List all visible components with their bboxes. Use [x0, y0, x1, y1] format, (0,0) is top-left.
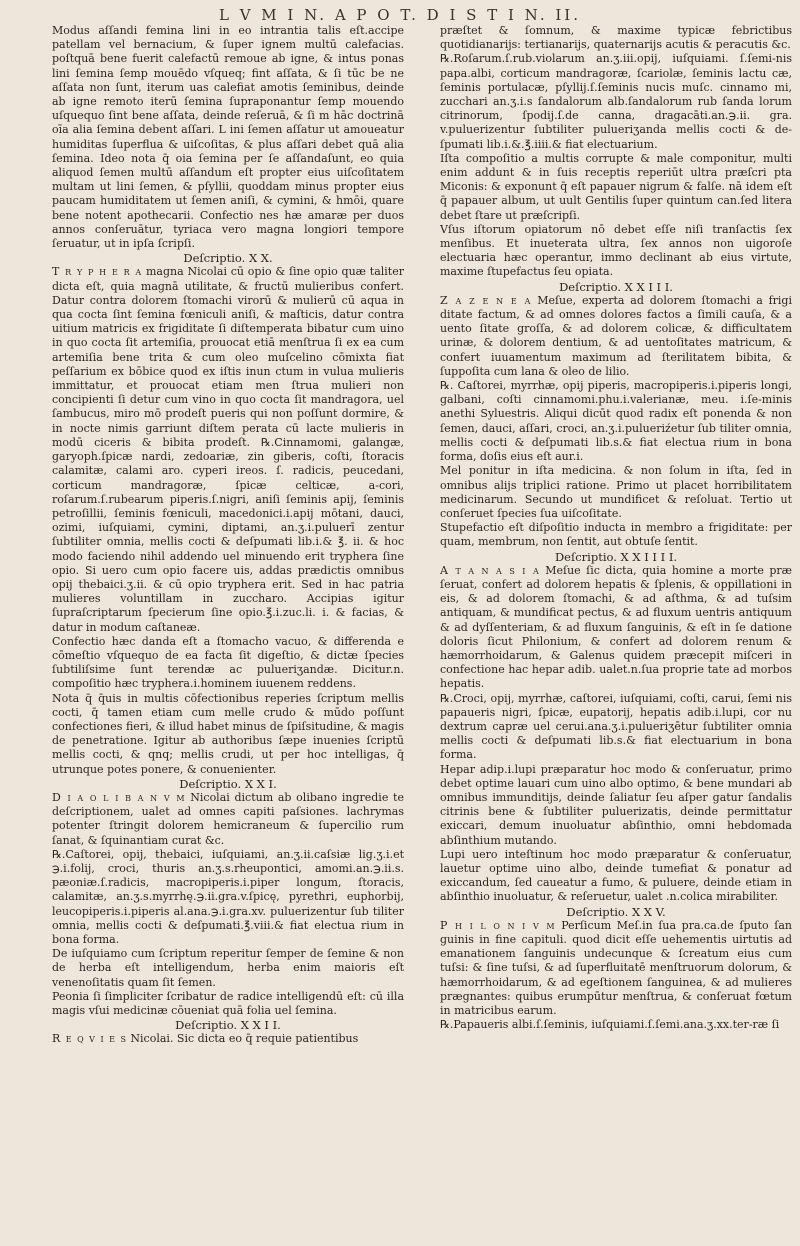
left-column — [52, 24, 404, 1239]
paragraph-text: Mel ponitur in iſta medicina. & non ſolum in iſta, ſed in omnibus alijs triplici ratione. Primo ut placet horribilitatem medicinarum. Secundo ut mundificet & reſoluat. Tertio ut conſeruet ſpecies ſua uiſcoſitate. — [440, 464, 792, 520]
paragraph — [52, 635, 404, 692]
right-column — [440, 24, 792, 1239]
paragraph-text: Meſue ſic dicta, quia homine a morte præ ſeruat, confert ad dolorem hepatis & ſplenis, & oppillationi in eis, & ad dolorem ſtomachi, & ad aſthma, & ad tuſsim antiquam, & mundificat pectus, & ad fluxum uentris antiquum & ad dyſſenteriam, & ad fluxum ſanguinis, & eſt in ſe datione doloris ſicut Philonium, & confert ad dolorem renum & hæmorrhoidarum, & Galenus quidem præcepit miſceri in confectione hac hepar adib. ualet.n.ſua proprie tate ad morbos hepatis. — [440, 563, 792, 691]
paragraph-text: ℞.Roſarum.ſ.rub.violarum an.ʒ.iii.opij, iuſquiami. ſ.ſemi-nis papa.albi, corticum mandragoræ, ſcariolæ, ſeminis lactu cæ, ſeminis portulacæ, pſyllij.ſ.ſeminis nucis muſc. cinnamo mi, zucchari an.ʒ.i.s ſandalorum alb.ſandalorum rub ſanda lorum citrinorum, ſpodij.ſ.de canna, dragacāti.an.℈.ii. gra. v.puluerizentur ſubtiliter pulueriʒanda mellis cocti & de-ſpumati lib.i.&.℥.iiii.& fiat electuarium. — [440, 52, 792, 151]
paragraph-lead-word: D i a o l i b a n v m — [52, 790, 186, 804]
paragraph-lead-word: P h i l o n i v m — [440, 918, 556, 932]
paragraph-text: Iſta compoſitio a multis corrupte & male componitur, multi enim addunt & in ſuis receptis reperiūt ultra præſcri pta Miconis: & exponunt q̄ eſt papauer nigrum & falſe. nā idem eſt q̄ papauer album, ut uult Gentilis ſuper quintum can.ſed litera debet ſtare ut præſcripſi. — [440, 151, 792, 222]
paragraph-text: Lupi uero inteſtinum hoc modo præparatur & conſeruatur, lauetur optime uino albo, deinde tumefiat & ponatur ad exiccandum, ſed caueatur a fumo, & puluere, deinde etiam in abſinthio inuoluatur, & reſeruetur, ualet .n.colica mirabiliter. — [440, 847, 792, 904]
paragraph — [440, 919, 792, 1018]
paragraph-text: ℞. Caſtorei, myrrhæ, opij piperis, macropiperis.i.piperis longi, galbani, coſti cinnamomi.phu.i.valerianæ, meu. i.ſe-minis anethi Syluestris. Aliqui dicūt quod radix eſt ponenda & non ſemen, dauci, aſſari, croci, an.ʒ.i.pulueriźetur ſub tiliter omnia, mellis cocti & deſpumati lib.s.& fiat electua rium in bona forma, doſis eius eſt aur.i. — [440, 379, 792, 464]
paragraph-lead-word: Z a z e n e a — [440, 293, 532, 307]
paragraph — [52, 265, 404, 634]
paragraph-text: Confectio hæc danda eſt a ſtomacho vacuo, & differenda e cōmeſtio vſquequo de ea facta ſit digeſtio, & dictæ ſpecies ſubtiliſsime ſunt terendæ ac pulueriʒandæ. Dicitur.n. compoſitio hæc tryphera.i.hominem iuuenem reddens. — [52, 634, 404, 691]
paragraph — [440, 564, 792, 692]
paragraph — [440, 1018, 792, 1032]
paragraph-text: Nota q̄ q̄uis in multis cōfectionibus reperies ſcriptum mellis cocti, q̄ tamen etiam cum melle crudo & mūdo poſſunt confectiones fieri, & illud habet minus de ſpiſsitudine, & magis de penetratione. Igitur ab authoribus ſæpe inuenies ſcriptū mellis cocti, & qnq; mellis crudi, ut per hoc intelligas, q̄ utrunque potes ponere, & conuenienter. — [52, 691, 404, 776]
paragraph-text: ℞.Papaueris albi.ſ.ſeminis, iuſquiami.ſ.ſemi.ana.ʒ.xx.ter-ræ ſi — [440, 1018, 780, 1032]
paragraph — [440, 763, 792, 848]
text-columns — [52, 24, 792, 1239]
paragraph-text: Nicolai dictum ab olibano ingredie te deſcriptionem, ualet ad omnes capiti paſsiones. lachrymas potenter ſtringit dolorem hemicraneum & ſupercilio rum ſanat, & ſquinantiam curat &c. — [52, 790, 404, 847]
paragraph-text: Peonia ſi ſimpliciter ſcribatur de radice intelligendū eſt: cū illa magis vſui medicinæ cōueniat quā folia uel ſemina. — [52, 989, 404, 1018]
paragraph — [440, 692, 792, 763]
section-heading: Deſcriptio. X X I. — [179, 776, 277, 791]
paragraph-text: Vſus iſtorum opiatorum nō debet eſſe niſi tranſactis ſex menſibus. Et inueterata ultra, ſex annos non uigoroſe electuaria hæc operantur, immo declinant ab eius virtute, maxime ſtupefactus ſeu opiata. — [440, 222, 792, 279]
paragraph — [440, 294, 792, 379]
paragraph — [440, 464, 792, 521]
paragraph-text: Modus aſſandi femina lini in eo intrantia talis eſt.accipe patellam vel bernacium, & ſuper ignem multū calefacias. poſtquā bene fuerit calefactū remoue ab igne, & intus ponas lini ſemina ſemp mouēdo vſqueq; fint aſſata, & ſi tūc be ne aſſata non ſunt, iterum uas calefiat amotis ſeminibus, deinde ab igne remoto iterū ſemina ſupraponantur ſemp mouendo uſquequo ſint bene aſſata, deinde reſeruā, & ſi m hāc doctrinā oīa alia ſemina debent aſſari. L ini ſemen aſſatur ut amoueatur humiditas ſuperflua & uiſcoſitas, & plus aſſari debet quā alia ſemina. Ideo nota q̄ oia ſemina per ſe aſſandaſunt, eo quia aliquod ſemen multū aſſandum eſt propter eius uiſcoſitatem multam ut lini ſemen, & pſyllii, quoddam minus propter eius paucam humiditatem ut ſemen aniſi, & cymini, & hmōi, quare bene notent apothecarii. Confectio nes hæ amaræ per duos annos conſeruātur, tyriaca vero magna longiori tempore ſeruatur, ut in ipſa ſcripſi. — [52, 24, 404, 251]
section-heading: Deſcriptio. X X I I. — [175, 1018, 281, 1033]
section-heading: Deſcriptio. X X. — [183, 251, 273, 266]
paragraph — [440, 521, 792, 549]
paragraph-text: Nicolai. Sic dicta eo q̄ requie patientibus — [126, 1032, 359, 1046]
paragraph — [440, 24, 792, 52]
paragraph-lead-word: T r y p h e r a — [52, 265, 143, 279]
paragraph — [52, 1032, 404, 1046]
paragraph — [440, 223, 792, 280]
paragraph — [52, 24, 404, 251]
paragraph-text: ℞.Caſtorei, opij, thebaici, iuſquiami, an.ʒ.ii.caſsiæ lig.ʒ.i.et ℈.i.folij, croci, thuris an.ʒ.s.rheupontici, amomi.an.℈.ii.s. pæoniæ.ſ.radicis, macropiperis.i.piper longum, ſtoracis, calamitæ, an.ʒ.s.myrrhę.℈.ii.gra.v.ſpicę, pyrethri, euphorbij, leucopiperis.i.piperis al.ana.℈.i.gra.xv. puluerizentur ſub tiliter omnia, mellis cocti & deſpumati.℥.viii.& fiat electua rium in bona forma. — [52, 847, 404, 946]
paragraph-lead-word: A t a n a s i a — [440, 563, 540, 577]
paragraph — [440, 848, 792, 905]
paragraph-text: præſtet & ſomnum, & maxime typicæ febrictibus quotidianarijs: tertianarijs, quaternarijs acutis & peracutis &c. — [440, 24, 792, 52]
paragraph — [52, 692, 404, 777]
paragraph-text: De iuſquiamo cum ſcriptum reperitur ſemper de ſemine & non de herba eſt intelligendum, herba enim maioris eſt venenoſitatis quam ſit ſemen. — [52, 947, 404, 989]
paragraph-text: Hepar adip.i.lupi præparatur hoc modo & conſeruatur, primo debet optime lauari cum uino albo optimo, & bene mundari ab omnibus immunditijs, deinde ſaliatur ſeu aſper gatur ſandalis citrinis bene & ſubtiliter puluerizatis, deinde permittatur exiccari, demum inuoluatur abſinthio, omni hebdomada abſinthium mutando. — [440, 762, 792, 847]
paragraph-lead-word: R e q v i e s — [52, 1032, 127, 1046]
paragraph — [52, 990, 404, 1018]
paragraph — [52, 791, 404, 848]
section-heading: Deſcriptio. X X I I I. — [559, 279, 673, 294]
paragraph — [52, 947, 404, 990]
section-heading: Deſcriptio. X X V. — [566, 904, 666, 919]
paragraph — [440, 52, 792, 151]
section-heading: Deſcriptio. X X I I I I. — [554, 549, 678, 564]
paragraph-text: Meſue, experta ad dolorem ſtomachi a frigi ditate factum, & ad omnes dolores factos a ſimili cauſa, & a uento ſitate groſſa, & ad dolorem colicæ, & difficultatem urinæ, & dolorem dentium, & ad uentoſitates matricum, & confert iuuamentum maximum ad ſterilitatem bibita, & ſuppoſita cum lana & oleo de lilio. — [440, 293, 792, 378]
paragraph — [440, 152, 792, 223]
paragraph — [52, 848, 404, 947]
paragraph-text: Stupefactio eſt diſpoſitio inducta in membro a frigiditate: per quam, membrum, non ſentit, aut obtuſe ſentit. — [440, 521, 792, 549]
paragraph-text: magna Nicolai cū opio & ſine opio quæ taliter dicta eſt, quia magnā utilitate, & fructū mulieribus confert. Datur contra dolorem ſtomachi virorū & mulierū cū aqua in qua cocta ſint ſemina fœniculi aniſi, & maſticis, datur contra uitium matricis ex frigiditate ſi diſtemperata bibatur cum uino in quo cocta ſit artemiſia, prouocat etiā menſtrua ſi ex ea cum artemiſia bene trita & cum oleo muſcelino cōmixta fiat peſſarium ex bōbice quod ex iſtis inun ctum in vulua mulieris immittatur, et prouocat etiam men ſtrua mulieri non concipienti ſi detur cum vino in quo cocta ſit mandragora, uel ſambucus, miro mō prodeſt pueris qui non poſſunt dormire, & in nocte nimis garriunt diſtem perata cū lacte mulieris in modū ciceris & bibita prodeſt. ℞.Cinnamomi, galangæ, garyoph.ſpicæ nardi, zedoariæ, zin giberis, coſti, ſtoracis calamitæ, calami aro. cyperi ireos. ſ. radicis, peucedani, corticum mandragoræ, ſpicæ celticæ, a-cori, roſarum.ſ.rubearum piperis.ſ.nigri, aniſi ſeminis apij, ſeminis petroſillii, ſeminis fœniculi, macedonici.i.apij mōtani, dauci, ozimi, iuſquiami, cymini, diptami, an.ʒ.i.puluerī zentur ſubtiliter omnia, mellis cocti & deſpumati lib.i.& ℥. ii. & hoc modo faciendo nihil addendo uel minuendo erit tryphera ſine opio. Si uero cum opio facere uis, addas prædictis omnibus opij thebaici.ʒ.ii. & cū opio tryphera erit. Sed in hac patria mulieres voluntillam in zuccharo. Accipias igitur ſupraſcriptarum ſpecierum ſine opio.℥.i.zuc.li. i. & facias, & datur in modum caſtaneæ. — [52, 265, 404, 634]
paragraph-text: Perſicum Meſ.in ſua pra.ca.de ſputo ſan guinis in fine capituli. quod dicit eſſe uehementis uirtutis ad emanationem ſanguinis undecunque & ſcreatum eius cum tuſsi: & ſine tuſsi, & ad ſuperfluitatē menſtruorum dolorum, & hæmorrhoidarum, & ad egeſtionem ſanguinea, & ad mulieres prægnantes: quibus erumpūtur menſtrua, & conſeruat fœtum in matricibus earum. — [440, 918, 792, 1018]
paragraph-text: ℞.Croci, opij, myrrhæ, caſtorei, iuſquiami, coſti, carui, ſemi nis papaueris nigri, ſpicæ, eupatorij, hepatis adib.i.lupi, cor nu dextrum capræ uel cerui.ana.ʒ.i.pulueriʒētur ſubtiliter omnia mellis cocti & deſpumati lib.s.& fiat electuarium in bona forma. — [440, 691, 792, 762]
running-head: L V M I N. A P O T. D I S T I N. II. — [218, 6, 582, 24]
paragraph — [440, 379, 792, 464]
